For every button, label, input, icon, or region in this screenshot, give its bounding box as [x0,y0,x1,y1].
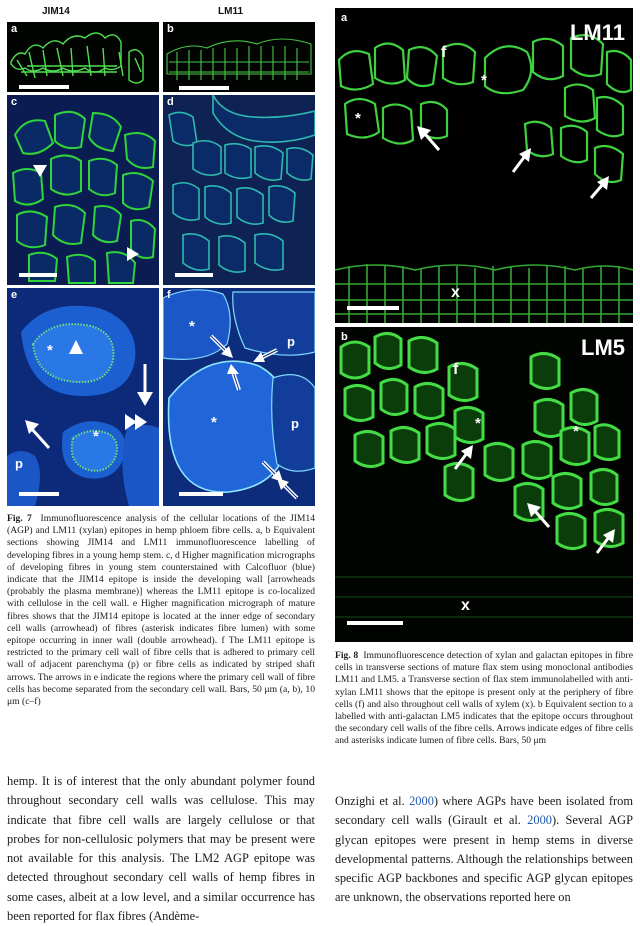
fibre-label: f [441,44,447,61]
striped-arrow-marker [209,334,235,360]
citation-link[interactable]: 2000 [409,794,434,808]
body-text-right [335,792,633,908]
asterisk-marker: * [475,415,481,432]
body-text: ) where AGPs have been isolated from secondary cell walls (Girault et al. [335,794,634,828]
scale-bar [19,492,59,496]
fig7-panel-f [163,288,315,506]
striped-arrow-marker [253,346,279,366]
striped-arrow-marker [225,364,245,392]
arrow-marker [511,148,533,174]
arrow-marker [595,529,617,555]
fig8-caption [335,650,633,748]
panel-title: LM5 [581,335,625,360]
asterisk-marker: * [47,342,53,359]
asterisk-marker: * [93,428,99,445]
panel-label: f [167,289,171,301]
panel-label: e [11,289,18,301]
panel-label: a [341,12,348,24]
scale-bar [19,85,69,89]
panel-title: LM11 [569,20,625,45]
scale-bar [19,273,57,277]
asterisk-marker: * [189,318,195,335]
panel-label: a [11,23,18,35]
double-arrowhead-marker [123,414,147,430]
fig7-panel-c [7,95,159,285]
arrow-marker [417,126,441,152]
arrowhead-marker [125,247,139,261]
fig7-col1-heading: JIM14 [42,6,70,17]
panel-label: d [167,96,174,108]
parenchyma-marker: p [287,334,295,349]
panel-label: c [11,96,18,108]
arrow-marker [453,445,475,471]
striped-arrow-marker [275,476,299,500]
fig7-panel-a [7,22,159,92]
arrowhead-marker [69,340,83,354]
fibre-label: f [453,361,459,378]
xylem-label: x [461,597,470,614]
arrow-marker [527,503,551,529]
fig7-caption [7,513,315,708]
arrowhead-marker [33,163,47,177]
xylem-label: x [451,284,460,301]
arrow-marker [137,364,153,406]
body-text-left: hemp. It is of interest that the only abundant polymer found throughout secondary cell walls was cellulose. This may indicate that fibre cell walls are largely cellulose or that probes for non-cellulosic polymers that may be present were not available for this analysis. The LM2 AGP epitope was detected throughout secondary cell walls of hemp fibres in some cases, albeit at a low level, and a similar occurrence has been reported for flax fibres (Andème- [7,774,315,924]
asterisk-marker: * [355,110,361,127]
fig8-panel-b [335,327,633,642]
fig7-col2-heading: LM11 [218,6,244,17]
body-text: Onzighi et al. [335,794,410,808]
fig8-caption-text: Immunofluorescence detection of xylan and galactan epitopes in fibre cells in transverse sections of mature flax stem using monoclonal antibodies LM11 and LM5. a Transverse section of flax stem immunolabelled with anti-xylan LM11 shows that the epitope is present only at the periphery of fibre cells (f) and also throughout cell walls of xylem (x). b Equivalent section to a labelled with anti-galactan LM5 indicates that the epitope occurs throughout the secondary cell walls of the fibre cells. Arrows indicate edges of fibre cells and asterisks indicate lumen of fibre cells. Bars, 50 μm [335,650,633,747]
fig7-panel-e [7,288,159,506]
fig8-caption-title: Fig. 8 [335,650,359,661]
scale-bar [175,273,213,277]
scale-bar [179,492,223,496]
panel-label: b [341,331,348,343]
arrow-marker [589,176,611,200]
citation-link[interactable]: 2000 [527,813,552,828]
scale-bar [179,86,229,90]
fig8-panel-a [335,8,633,323]
arrow-marker [25,420,51,450]
body-text: ). Several AGP glycan epitopes were present in hemp stems in diverse developmental patterns. Although the relationships between specific AGP backbones and specific AGP glycan epitopes are unknown, the observations reported here on [335,813,633,905]
parenchyma-marker: p [15,456,23,471]
asterisk-marker: * [481,72,487,89]
scale-bar [347,621,403,625]
panel-label: b [167,23,174,35]
parenchyma-marker: p [291,416,299,431]
fig7-caption-text: Immunofluorescence analysis of the cellular locations of the JIM14 (AGP) and LM11 (xylan) epitopes in hemp phloem fibre cells. a, b Equivalent sections showing JIM14 and LM11 immunofluorescence labelling of developing fibres in a young hemp stem. c, d Higher magnification micrographs of developing fibres in young stem counterstained with Calcofluor (blue) indicate that the JIM14 epitope is inside the developing wall [arrowheads (probably the plasma membrane)] whereas the LM11 epitope is co-localized with cellulose in the cell wall. e Higher magnification micrograph of mature fibres shows that the JIM14 epitope is located at the inner edge of secondary cell walls (arrowhead) of fibres (asterisk indicates fibre lumen) with some epitope occurring in inner wall (double arrowhead). f The LM11 epitope is restricted to the primary cell wall of fibre cells that is adhered to primary cell wall of adjacent parenchyma (p) or fibre cells as indicated by striped shaft arrows. The arrows in e indicate the regions where the primary cell wall of fibre cells has become separated from the secondary cell wall. Bars, 50 μm (a, b), 10 μm (c–f) [7,513,316,708]
asterisk-marker: * [573,423,579,440]
scale-bar [347,306,399,310]
fig7-panel-d [163,95,315,285]
fig7-panel-b [163,22,315,92]
asterisk-marker: * [211,414,217,431]
fig7-caption-title: Fig. 7 [7,513,32,524]
